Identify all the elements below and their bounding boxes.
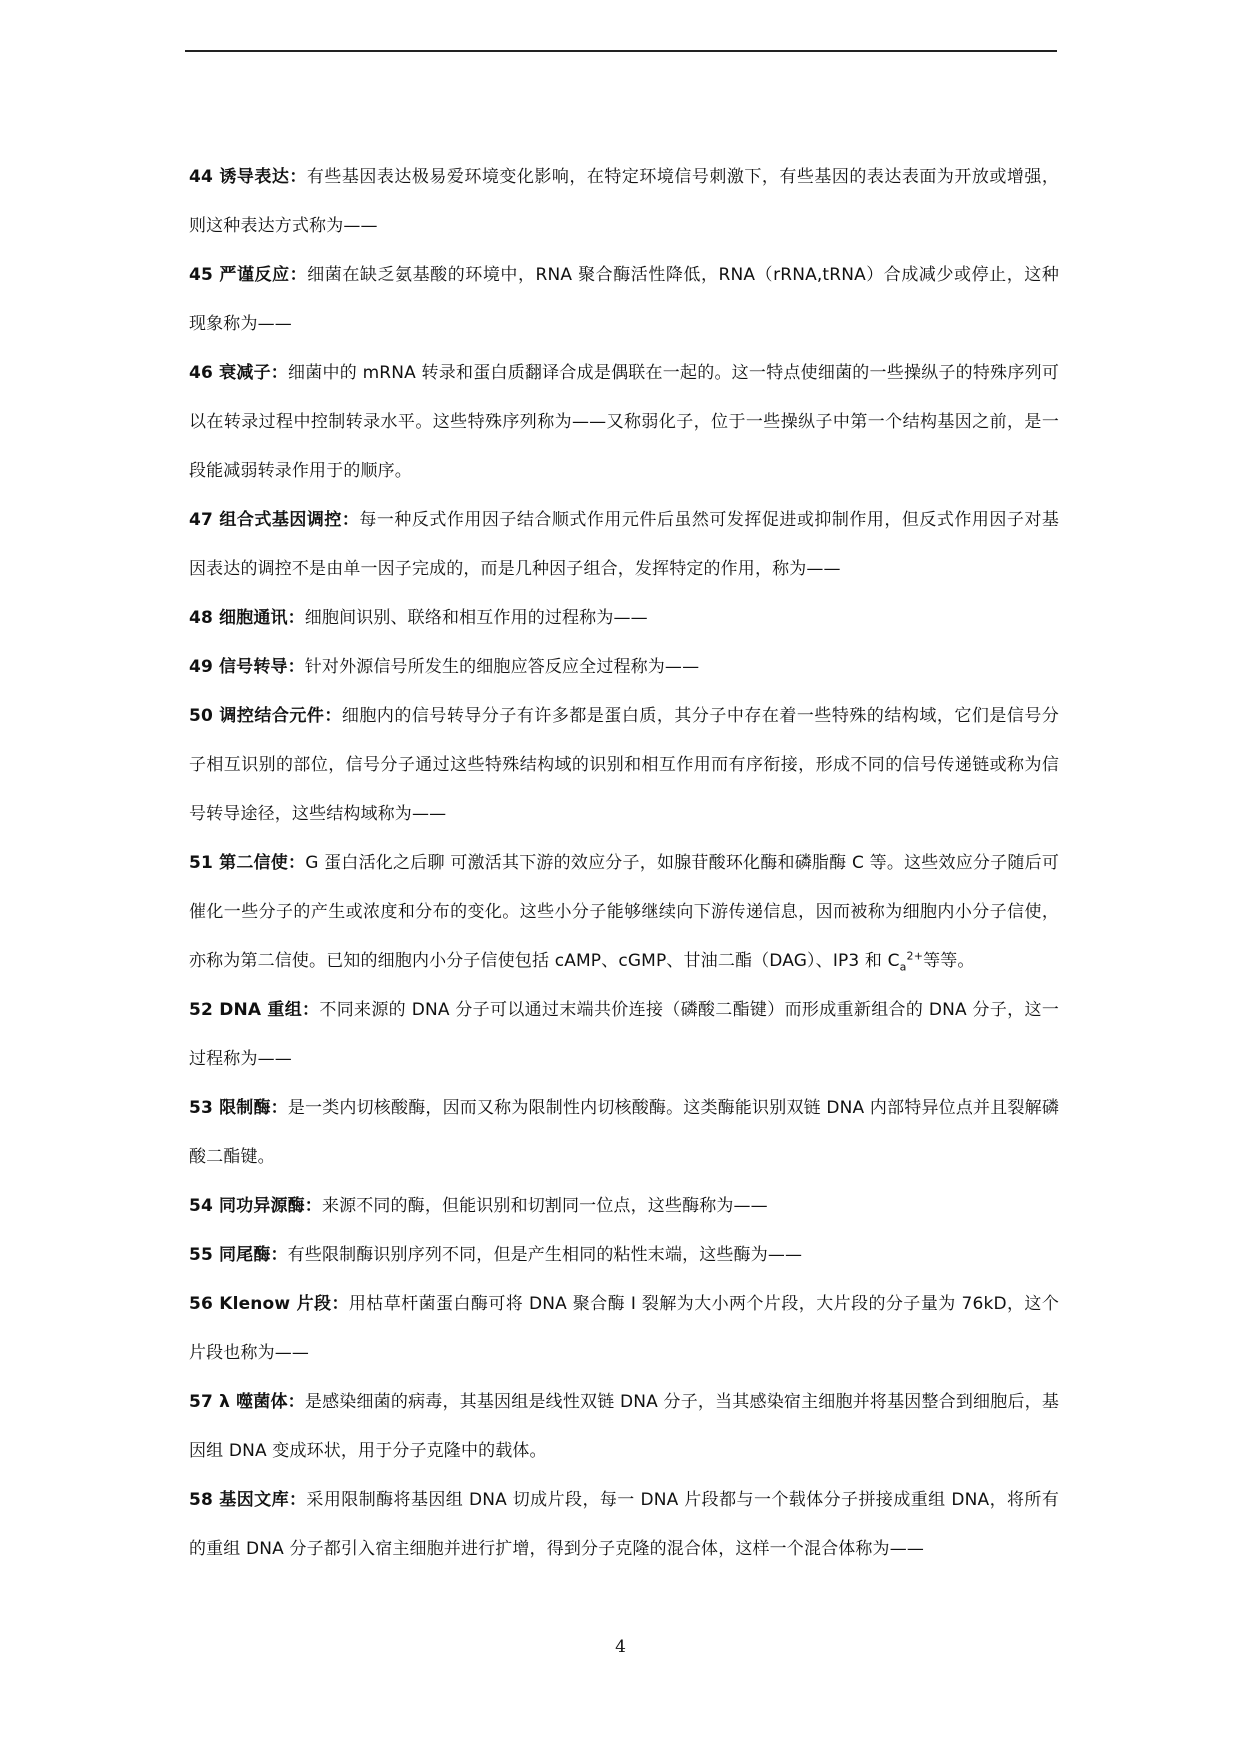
entry-55 xyxy=(189,1231,1059,1280)
entry-text: 采用限制酶将基因组 DNA 切成片段，每一 DNA 片段都与一个载体分子拼接成重组 DNA，将所有的重组 DNA 分子都引入宿主细胞并进行扩增，得到分子克隆的混合体，这样一个混合体称为—— xyxy=(189,1490,1059,1559)
entry-term: 57 λ 噬菌体： xyxy=(189,1392,305,1412)
entry-text: 有些限制酶识别序列不同，但是产生相同的粘性末端，这些酶为—— xyxy=(287,1245,803,1265)
entry-46 xyxy=(189,349,1059,496)
entry-56 xyxy=(189,1280,1059,1378)
entry-45 xyxy=(189,251,1059,349)
glossary-content xyxy=(189,153,1059,1574)
entry-term: 51 第二信使： xyxy=(189,853,306,873)
entry-52 xyxy=(189,986,1059,1084)
entry-text: 来源不同的酶，但能识别和切割同一位点，这些酶称为—— xyxy=(321,1196,768,1216)
entry-term: 47 组合式基因调控： xyxy=(189,510,360,530)
entry-term: 46 衰减子： xyxy=(189,363,289,383)
entry-term: 58 基因文库： xyxy=(189,1490,307,1510)
entry-text: 有些基因表达极易爱环境变化影响，在特定环境信号刺激下，有些基因的表达表面为开放或增强，则这种表达方式称为—— xyxy=(189,167,1059,236)
entry-text-tail: 等等。 xyxy=(923,951,975,971)
entry-text: 不同来源的 DNA 分子可以通过末端共价连接（磷酸二酯键）而形成重新组合的 DNA 分子，这一过程称为—— xyxy=(189,1000,1059,1069)
entry-term: 45 严谨反应： xyxy=(189,265,308,285)
entry-text: 细胞间识别、联络和相互作用的过程称为—— xyxy=(304,608,648,628)
entry-term: 48 细胞通讯： xyxy=(189,608,305,628)
entry-54 xyxy=(189,1182,1059,1231)
entry-text: 细胞内的信号转导分子有许多都是蛋白质，其分子中存在着一些特殊的结构域，它们是信号分子相互识别的部位，信号分子通过这些特殊结构域的识别和相互作用而有序衔接，形成不同的信号传递链或称为信号转导途径，这些结构域称为—— xyxy=(189,706,1059,824)
entry-text: 是感染细菌的病毒，其基因组是线性双链 DNA 分子，当其感染宿主细胞并将基因整合到细胞后，基因组 DNA 变成环状，用于分子克隆中的载体。 xyxy=(189,1392,1059,1461)
entry-49 xyxy=(189,643,1059,692)
entry-text: 细菌中的 mRNA 转录和蛋白质翻译合成是偶联在一起的。这一特点使细菌的一些操纵子的特殊序列可以在转录过程中控制转录水平。这些特殊序列称为——又称弱化子，位于一些操纵子中第一个结构基因之前，是一段能减弱转录作用于的顺序。 xyxy=(189,363,1059,481)
entry-text: 是一类内切核酸酶，因而又称为限制性内切核酸酶。这类酶能识别双链 DNA 内部特异位点并且裂解磷酸二酯键。 xyxy=(189,1098,1059,1167)
entry-50 xyxy=(189,692,1059,839)
entry-48 xyxy=(189,594,1059,643)
entry-text: G 蛋白活化之后聊 可激活其下游的效应分子，如腺苷酸环化酶和磷脂酶 C 等。这些效应分子随后可催化一些分子的产生或浓度和分布的变化。这些小分子能够继续向下游传递信息，因而被称为细胞内小分子信使，亦称为第二信使。已知的细胞内小分子信使包括 cAMP、cGMP、甘油二酯（DAG）、IP3 和 C xyxy=(189,853,1059,971)
page-number: 4 xyxy=(615,1637,626,1657)
entry-53 xyxy=(189,1084,1059,1182)
entry-term: 54 同功异源酶： xyxy=(189,1196,322,1216)
header-rule xyxy=(185,50,1057,52)
entry-text: 用枯草杆菌蛋白酶可将 DNA 聚合酶 I 裂解为大小两个片段，大片段的分子量为 76kD，这个片段也称为—— xyxy=(189,1294,1059,1363)
entry-58 xyxy=(189,1476,1059,1574)
entry-text: 细菌在缺乏氨基酸的环境中，RNA 聚合酶活性降低，RNA（rRNA,tRNA）合成减少或停止，这种现象称为—— xyxy=(189,265,1059,334)
superscript: 2+ xyxy=(906,949,924,963)
entry-term: 55 同尾酶： xyxy=(189,1245,288,1265)
entry-term: 52 DNA 重组： xyxy=(189,1000,320,1020)
entry-term: 49 信号转导： xyxy=(189,657,305,677)
entry-47 xyxy=(189,496,1059,594)
entry-term: 44 诱导表达： xyxy=(189,167,307,187)
entry-51 xyxy=(189,839,1059,986)
entry-text: 每一种反式作用因子结合顺式作用元件后虽然可发挥促进或抑制作用，但反式作用因子对基因表达的调控不是由单一因子完成的，而是几种因子组合，发挥特定的作用，称为—— xyxy=(189,510,1059,579)
entry-57 xyxy=(189,1378,1059,1476)
entry-text: 针对外源信号所发生的细胞应答反应全过程称为—— xyxy=(304,657,700,677)
entry-term: 50 调控结合元件： xyxy=(189,706,342,726)
entry-term: 56 Klenow 片段： xyxy=(189,1294,349,1314)
subscript: a xyxy=(899,960,907,974)
entry-term: 53 限制酶： xyxy=(189,1098,288,1118)
entry-44 xyxy=(189,153,1059,251)
